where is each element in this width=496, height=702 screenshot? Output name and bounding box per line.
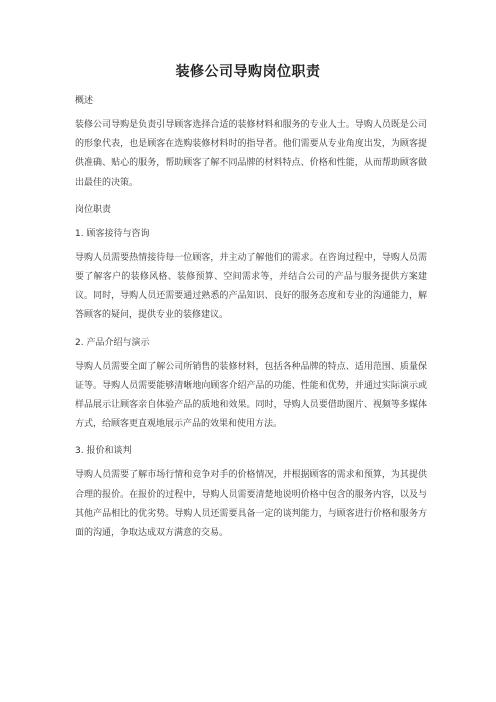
section-paragraph: 导购人员需要全面了解公司所销售的装修材料，包括各种品牌的特点、适用范围、质量保证等。导购人员需要能够清晰地向顾客介绍产品的功能、性能和优势，并通过实际演示或样品展示让顾客亲自体验产品的质地和效果。同时，导购人员要借助图片、视频等多媒体方式，给顾客更直观地展示产品的效果和使用方法。 (75, 361, 427, 430)
section-heading: 3. 报价和谈判 (75, 446, 132, 457)
section-paragraph: 导购人员需要热情接待每一位顾客，并主动了解他们的需求。在咨询过程中，导购人员需要了解客户的装修风格、装修预算、空间需求等，并结合公司的产品与服务提供方案建议。同时，导购人员还需要通过熟悉的产品知识、良好的服务态度和专业的沟通能力，解答顾客的疑问，提供专业的装修建议。 (75, 252, 427, 321)
document-body (75, 95, 427, 554)
duties-heading: 岗位职责 (75, 204, 112, 215)
overview-heading: 概述 (75, 96, 94, 106)
section-paragraph: 导购人员需要了解市场行情和竞争对手的价格情况，并根据顾客的需求和预算，为其提供合理的报价。在报价的过程中，导购人员需要清楚地说明价格中包含的服务内容，以及与其他产品相比的优劣势。导购人员还需要具备一定的谈判能力，与顾客进行价格和服务方面的沟通，争取达成双方满意的交易。 (75, 470, 427, 539)
section-heading: 1. 顾客接待与咨询 (75, 228, 150, 239)
section-heading: 2. 产品介绍与演示 (75, 337, 150, 348)
overview-paragraph: 装修公司导购是负责引导顾客选择合适的装修材料和服务的专业人士。导购人员既是公司的形象代表，也是顾客在选购装修材料时的指导者。他们需要从专业角度出发，为顾客提供准确、贴心的服务，帮助顾客了解不同品牌的材料特点、价格和性能，从而帮助顾客做出最佳的决策。 (75, 120, 427, 188)
document-title: 装修公司导购岗位职责 (175, 64, 321, 80)
